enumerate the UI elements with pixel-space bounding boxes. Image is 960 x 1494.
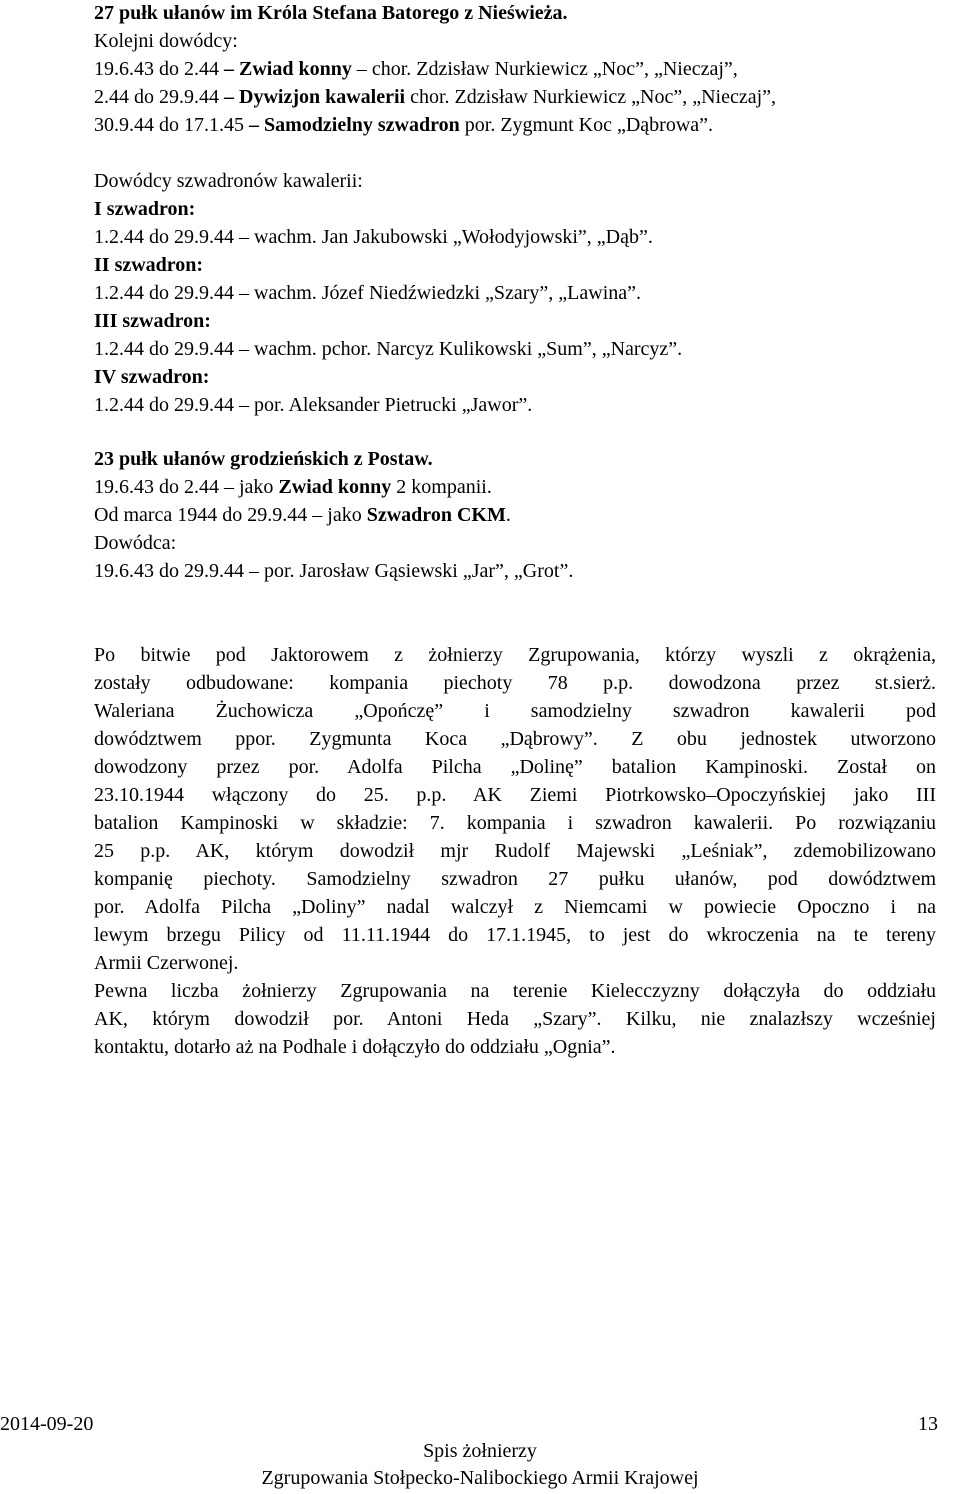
commander-line: 19.6.43 do 29.9.44 – por. Jarosław Gąsiewski „Jar”, „Grot”. [94,560,574,582]
paragraph-line: 25 p.p. AK, którym dowodził mjr Rudolf Majewski „Leśniak”, zdemobilizowano [94,840,936,862]
paragraph-history [94,641,936,977]
paragraph-line: por. Adolfa Pilcha „Doliny” nadal walczył z Niemcami w powiecie Opoczno i na [94,896,936,918]
paragraph-line: Pewna liczba żołnierzy Zgrupowania na terenie Kielecczyzny dołączyła do oddziału [94,980,936,1002]
paragraph-line: dowodzony przez por. Adolfa Pilcha „Dolinę” batalion Kampinoski. Został on [94,756,936,778]
squadron-name: II szwadron: [94,254,204,276]
paragraph-line: kompanię piechoty. Samodzielny szwadron 27 pułku ułanów, pod dowództwem [94,868,936,890]
footer-date: 2014-09-20 [0,1413,94,1435]
footer-title-line: Zgrupowania Stołpecko-Nalibockiego Armii Krajowej [261,1467,699,1489]
section-heading-23-pulk: 23 pułk ułanów grodzieńskich z Postaw. [94,448,433,470]
squadron-commanders-label: Dowódcy szwadronów kawalerii: [94,170,363,192]
footer-title-line: Spis żołnierzy [423,1440,537,1462]
paragraph-line: Po bitwie pod Jaktorowem z żołnierzy Zgrupowania, którzy wyszli z okrążenia, [94,644,936,666]
squadron-name: I szwadron: [94,198,196,220]
paragraph-line: 23.10.1944 włączony do 25. p.p. AK Ziemi Piotrkowsko–Opoczyńskiej jako III [94,784,936,806]
commanders-label: Kolejni dowódcy: [94,30,238,52]
paragraph-line: Armii Czerwonej. [94,952,239,974]
paragraph-remaining-soldiers [94,977,936,1061]
paragraph-line: dowództwem ppor. Zygmunta Koca „Dąbrowy”. Z obu jednostek utworzono [94,728,936,750]
squadron-name: III szwadron: [94,310,211,332]
squadron-commander-line: 1.2.44 do 29.9.44 – por. Aleksander Pietrucki „Jawor”. [94,394,533,416]
commander-entry: 19.6.43 do 2.44 – Zwiad konny – chor. Zdzisław Nurkiewicz „Noc”, „Nieczaj”, [94,58,738,80]
paragraph-line: Waleriana Żuchowicza „Opończę” i samodzielny szwadron kawalerii pod [94,700,936,722]
page-number: 13 [918,1413,938,1435]
paragraph-line: kontaktu, dotarło aż na Podhale i dołączyło do oddziału „Ognia”. [94,1036,616,1058]
squadron-commander-line: 1.2.44 do 29.9.44 – wachm. pchor. Narcyz Kulikowski „Sum”, „Narcyz”. [94,338,683,360]
squadron-name: IV szwadron: [94,366,210,388]
squadron-commander-line: 1.2.44 do 29.9.44 – wachm. Jan Jakubowski „Wołodyjowski”, „Dąb”. [94,226,653,248]
unit-line: Od marca 1944 do 29.9.44 – jako Szwadron CKM. [94,504,511,526]
paragraph-line: zostały odbudowane: kompania piechoty 78 p.p. dowodzona przez st.sierż. [94,672,936,694]
commander-entry: 30.9.44 do 17.1.45 – Samodzielny szwadron por. Zygmunt Koc „Dąbrowa”. [94,114,714,136]
commander-label: Dowódca: [94,532,177,554]
paragraph-line: AK, którym dowodził por. Antoni Heda „Szary”. Kilku, nie znalazłszy wcześniej [94,1008,936,1030]
paragraph-line: lewym brzegu Pilicy od 11.11.1944 do 17.1.1945, to jest do wkroczenia na te tereny [94,924,936,946]
paragraph-line: batalion Kampinoski w składzie: 7. kompania i szwadron kawalerii. Po rozwiązaniu [94,812,936,834]
commander-entry: 2.44 do 29.9.44 – Dywizjon kawalerii chor. Zdzisław Nurkiewicz „Noc”, „Nieczaj”, [94,86,777,108]
squadron-commander-line: 1.2.44 do 29.9.44 – wachm. Józef Niedźwiedzki „Szary”, „Lawina”. [94,282,642,304]
section-heading-27-pulk: 27 pułk ułanów im Króla Stefana Batorego z Nieświeża. [94,2,568,24]
unit-line: 19.6.43 do 2.44 – jako Zwiad konny 2 kompanii. [94,476,492,498]
